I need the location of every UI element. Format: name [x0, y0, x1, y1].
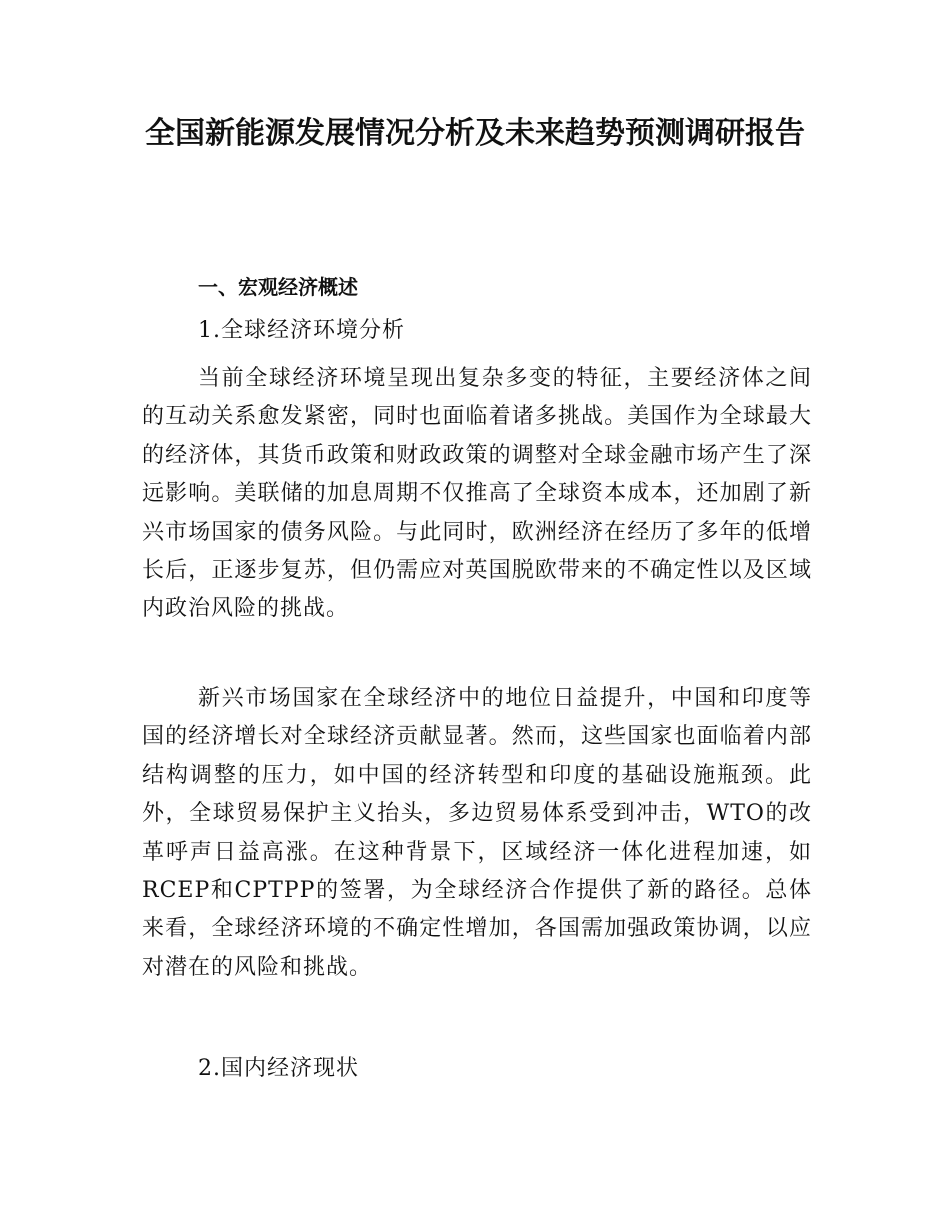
subsection-heading-global: 1.全球经济环境分析 [198, 318, 405, 343]
section-heading: 一、宏观经济概述 [198, 275, 358, 299]
subsection-heading-domestic: 2.国内经济现状 [198, 1056, 359, 1081]
page-title: 全国新能源发展情况分析及未来趋势预测调研报告 [145, 116, 805, 151]
paragraph-1: 当前全球经济环境呈现出复杂多变的特征，主要经济体之间的互动关系愈发紧密，同时也面临着诸多挑战。美国作为全球最大的经济体，其货币政策和财政政策的调整对全球金融市场产生了深远影响。美联储的加息周期不仅推高了全球资本成本，还加剧了新兴市场国家的债务风险。与此同时，欧洲经济在经历了多年的低增长后，正逐步复苏，但仍需应对英国脱欧带来的不确定性以及区域内政治风险的挑战。 [142, 366, 812, 622]
paragraph-2: 新兴市场国家在全球经济中的地位日益提升，中国和印度等国的经济增长对全球经济贡献显著。然而，这些国家也面临着内部结构调整的压力，如中国的经济转型和印度的基础设施瓶颈。此外，全球贸易保护主义抬头，多边贸易体系受到冲击，WTO的改革呼声日益高涨。在这种背景下，区域经济一体化进程加速，如RCEP和CPTPP的签署，为全球经济合作提供了新的路径。总体来看，全球经济环境的不确定性增加，各国需加强政策协调，以应对潜在的风险和挑战。 [142, 686, 812, 980]
